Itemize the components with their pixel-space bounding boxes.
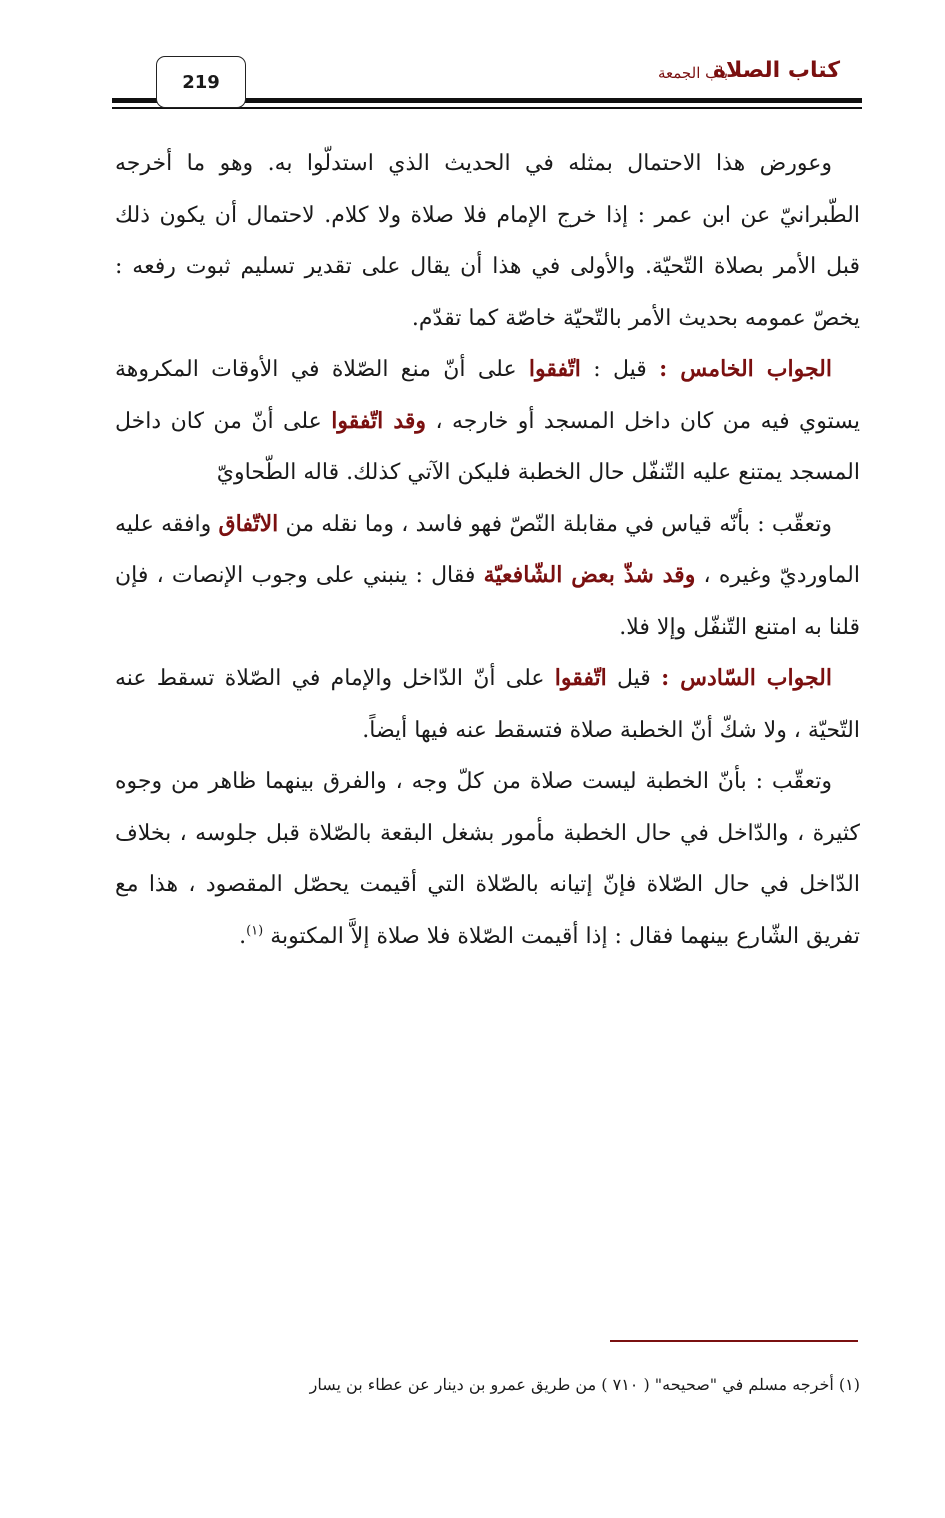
text-segment: على أنّ الدّاخل والإمام في الصّلاة تسقط عنه التّحيّة ، ولا شكّ أنّ الخطبة صلاة فتسقط عنه فيها أيضاً. bbox=[115, 666, 860, 743]
text-segment: وتعقّب : بأنّ الخطبة ليست صلاة من كلّ وجه ، والفرق بينهما ظاهر من وجوه كثيرة ، والدّاخل في حال الخطبة مأمور بشغل البقعة بالصّلاة قبل جلوسه ، بخلاف الدّاخل في حال الصّلاة فإنّ إتيانه بالصّلاة التي أقيمت يحصّل المقصود ، هذا مع تفريق الشّارع بينهما فقال : إذا أقيمت الصّلاة فلا صلاة إلاَّ المكتوبة bbox=[115, 769, 860, 949]
text-segment: وعورض هذا الاحتمال بمثله في الحديث الذي استدلّوا به. وهو ما أخرجه الطّبرانيّ عن ابن عمر : إذا خرج الإمام فلا صلاة ولا كلام. لاحتمال أن يكون ذلك قبل الأمر بصلاة التّحيّة. والأولى في هذا أن يقال على تقدير تسليم ثبوت رفعه : يخصّ عمومه بحديث الأمر بالتّحيّة خاصّة كما تقدّم. bbox=[115, 151, 860, 331]
text-segment: وافقه عليه الماورديّ وغيره ، bbox=[115, 511, 860, 588]
footnote-divider bbox=[610, 1340, 858, 1342]
paragraph bbox=[115, 499, 860, 654]
paragraph bbox=[115, 344, 860, 499]
chapter-title: باب الجمعة bbox=[657, 64, 728, 82]
footnote-reference: (١) bbox=[246, 923, 264, 939]
highlighted-term: وقد شذّ بعض الشّافعيّة bbox=[483, 562, 696, 588]
text-segment: على أنّ منع الصّلاة في الأوقات المكروهة يستوي فيه من كان داخل المسجد أو خارجه ، bbox=[115, 357, 860, 434]
highlighted-term: وقد اتّفقوا bbox=[331, 407, 427, 434]
footnote: (١) أخرجه مسلم في "صحيحه" ( ٧١٠ ) من طريق عمرو بن دينار عن عطاء بن يسار bbox=[309, 1375, 860, 1394]
book-title: كتاب الصلاة bbox=[713, 58, 840, 83]
paragraph bbox=[115, 138, 860, 344]
text-segment: وتعقّب : بأنّه قياس في مقابلة النّصّ فهو فاسد ، وما نقله من bbox=[278, 511, 832, 537]
highlighted-term: الجواب الخامس : bbox=[659, 356, 832, 382]
text-segment: قيل : bbox=[580, 357, 660, 382]
text-segment: فقال : ينبني على وجوب الإنصات ، فإن قلنا به امتنع التّنفّل وإلا فلا. bbox=[115, 563, 860, 640]
highlighted-term: الجواب السّادس : bbox=[661, 665, 832, 691]
page-number: 219 bbox=[182, 71, 220, 93]
paragraph bbox=[115, 756, 860, 962]
text-segment: قيل bbox=[606, 666, 662, 691]
highlighted-term: اتّفقوا bbox=[554, 665, 607, 691]
page-number-box bbox=[156, 56, 246, 108]
highlighted-term: اتّفقوا bbox=[528, 356, 581, 382]
page-header bbox=[112, 56, 862, 112]
paragraph bbox=[115, 653, 860, 756]
body-text bbox=[115, 138, 860, 962]
text-segment: على أنّ من كان داخل المسجد يمتنع عليه التّنفّل حال الخطبة فليكن الآتي كذلك. قاله الطّحاويّ bbox=[115, 408, 860, 485]
text-segment: . bbox=[239, 923, 247, 949]
highlighted-term: الاتّفاق bbox=[218, 510, 279, 537]
